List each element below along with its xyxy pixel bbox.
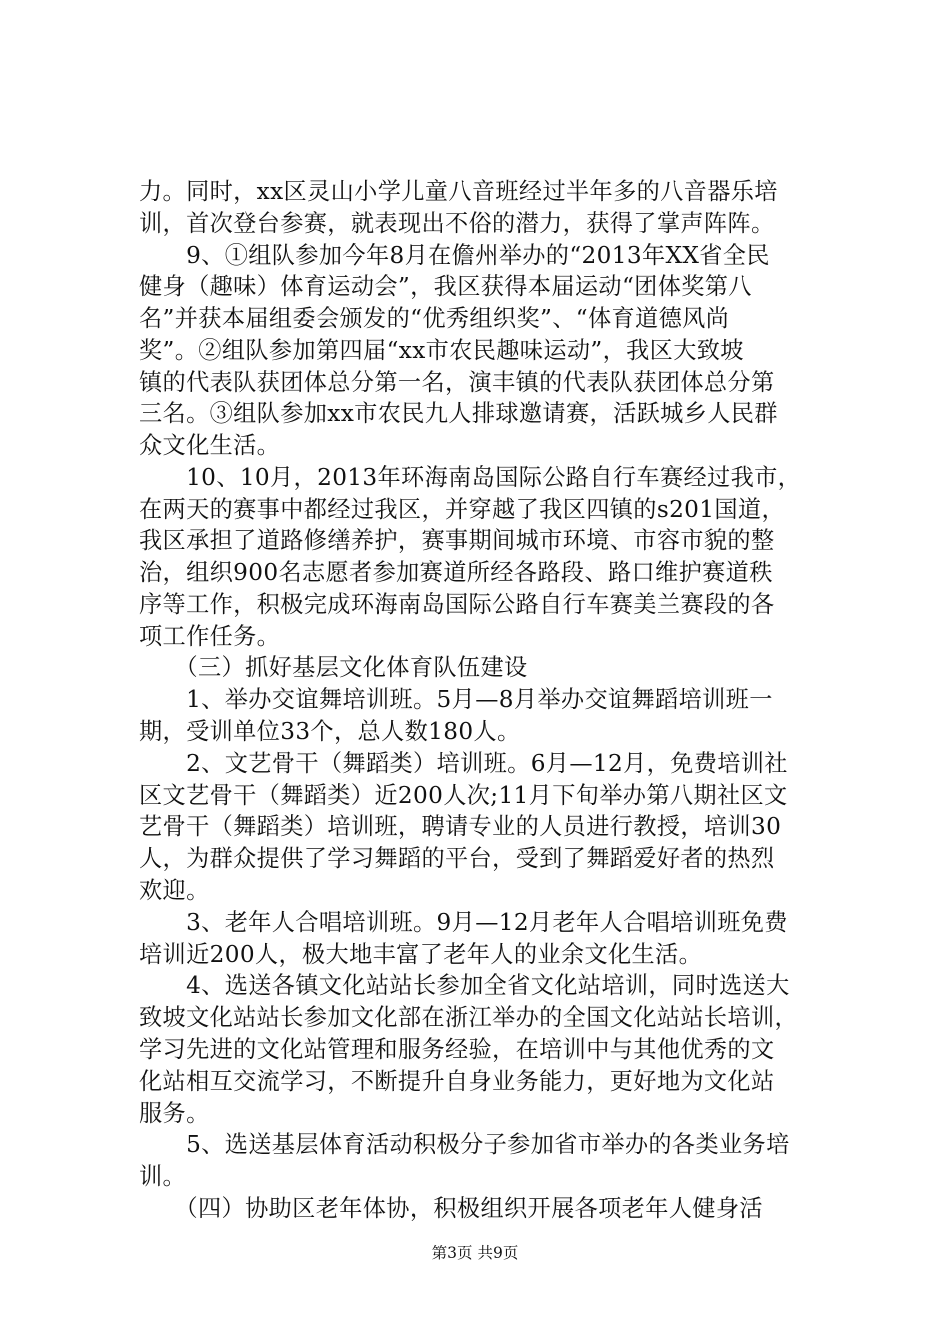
text-line: 欢迎。 — [139, 877, 210, 904]
text-line: 2、文艺骨干（舞蹈类）培训班。6月—12月，免费培训社 — [139, 750, 788, 777]
text-line: （三）抓好基层文化体育队伍建设 — [139, 654, 528, 681]
text-line: 10、10月，2013年环海南岛国际公路自行车赛经过我市， — [139, 464, 802, 491]
text-line: 名”并获本届组委会颁发的“优秀组织奖”、“体育道德风尚 — [139, 305, 730, 332]
text-line: 奖”。②组队参加第四届“xx市农民趣味运动”，我区大致坡 — [139, 337, 744, 364]
text-line: 服务。 — [139, 1100, 210, 1127]
text-line: 力。同时，xx区灵山小学儿童八音班经过半年多的八音器乐培 — [139, 178, 778, 205]
text-line: 治，组织900名志愿者参加赛道所经各路段、路口维护赛道秩 — [139, 559, 773, 586]
text-line: 1、举办交谊舞培训班。5月—8月举办交谊舞蹈培训班一 — [139, 686, 773, 713]
text-line: 期，受训单位33个，总人数180人。 — [139, 718, 521, 745]
text-line: 三名。③组队参加xx市农民九人排球邀请赛，活跃城乡人民群 — [139, 400, 778, 427]
page-footer: 第3页 共9页 — [431, 1244, 519, 1262]
text-line: 项工作任务。 — [139, 623, 281, 650]
text-line: 众文化生活。 — [139, 432, 281, 459]
text-line: 5、选送基层体育活动积极分子参加省市举办的各类业务培 — [139, 1131, 790, 1158]
text-line: 健身（趣味）体育运动会”，我区获得本届运动“团体奖第八 — [139, 273, 752, 300]
text-line: 区文艺骨干（舞蹈类）近200人次;11月下旬举办第八期社区文 — [139, 782, 788, 809]
text-line: 人，为群众提供了学习舞蹈的平台，受到了舞蹈爱好者的热烈 — [139, 845, 775, 872]
text-line: 我区承担了道路修缮养护，赛事期间城市环境、市容市貌的整 — [139, 527, 775, 554]
text-line: 9、①组队参加今年8月在儋州举办的“2013年XX省全民 — [139, 242, 770, 269]
text-line: 序等工作，积极完成环海南岛国际公路自行车赛美兰赛段的各 — [139, 591, 775, 618]
text-line: 训，首次登台参赛，就表现出不俗的潜力，获得了掌声阵阵。 — [139, 210, 775, 237]
text-line: 学习先进的文化站管理和服务经验，在培训中与其他优秀的文 — [139, 1036, 775, 1063]
text-line: 致坡文化站站长参加文化部在浙江举办的全国文化站站长培训， — [139, 1004, 799, 1031]
text-line: 化站相互交流学习，不断提升自身业务能力，更好地为文化站 — [139, 1068, 775, 1095]
text-line: 3、老年人合唱培训班。9月—12月老年人合唱培训班免费 — [139, 909, 788, 936]
text-line: 在两天的赛事中都经过我区，并穿越了我区四镇的s201国道， — [139, 496, 785, 523]
text-line: （四）协助区老年体协，积极组织开展各项老年人健身活 — [139, 1195, 763, 1222]
text-line: 训。 — [139, 1163, 187, 1190]
text-line: 培训近200人，极大地丰富了老年人的业余文化生活。 — [139, 941, 703, 968]
text-line: 艺骨干（舞蹈类）培训班，聘请专业的人员进行教授，培训30 — [139, 813, 782, 840]
text-line: 镇的代表队获团体总分第一名，演丰镇的代表队获团体总分第 — [139, 369, 775, 396]
text-line: 4、选送各镇文化站站长参加全省文化站培训，同时选送大 — [139, 972, 790, 999]
